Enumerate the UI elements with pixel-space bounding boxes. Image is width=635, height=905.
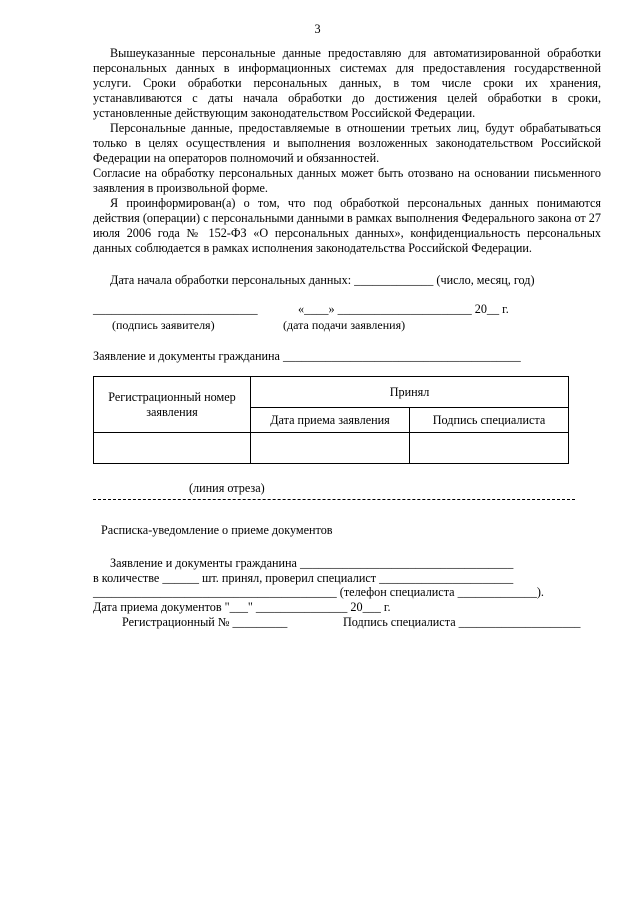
receipt-quantity-line: в количестве ______ шт. принял, проверил специалист ______________________ <box>93 571 514 585</box>
accepted-header: Принял <box>251 377 569 408</box>
receipt-date-line: Дата приема документов "___" _______________ 20___ г. <box>93 600 391 614</box>
signature-caption: (подпись заявителя) <box>112 318 215 332</box>
specialist-signature-cell[interactable] <box>410 433 569 464</box>
date-caption: (дата подачи заявления) <box>283 318 406 332</box>
receipt-registration-number: Регистрационный № _________ <box>122 615 288 629</box>
specialist-signature-header: Подпись специалиста <box>410 408 569 433</box>
receipt-applicant-line: Заявление и документы гражданина ___________________________________ <box>110 556 514 570</box>
paragraph-processing-terms: Вышеуказанные персональные данные предоставляю для автоматизированной обработки персональных данных в информационных системах для предоставления государственной услуги. Сроки обработки персональных данных, в том числе сроки их хранения, устанавливаются с даты начала обработки до достижения целей обработки в сроки, установленные действующим законодательством Российской Федерации. <box>93 46 601 120</box>
paragraph-consent-withdrawal: Согласие на обработку персональных данных может быть отозвано на основании письменного заявления в произвольной форме. <box>93 166 601 195</box>
registration-table <box>93 376 569 464</box>
start-date-line: Дата начала обработки персональных данных: _____________ (число, месяц, год) <box>110 273 535 287</box>
receipt-specialist-signature: Подпись специалиста ____________________ <box>343 615 581 629</box>
signature-line: ___________________________ <box>93 302 258 316</box>
receipt-title: Расписка-уведомление о приеме документов <box>101 523 333 537</box>
cut-line-label: (линия отреза) <box>189 481 265 495</box>
receipt-phone-line: ________________________________________ (телефон специалиста _____________). <box>93 585 544 599</box>
consent-text <box>93 46 601 256</box>
paragraph-third-parties: Персональные данные, предоставляемые в отношении третьих лиц, будут обрабатываться только в целях осуществления и выполнения возложенных законодательством Российской Федерации на операторов полномочий и обязанностей. <box>93 121 601 165</box>
cut-line <box>93 499 575 500</box>
registration-number-cell[interactable] <box>94 433 251 464</box>
submission-date-line: «____» ______________________ 20__ г. <box>298 302 509 316</box>
receipt-date-cell[interactable] <box>251 433 410 464</box>
receipt-date-header: Дата приема заявления <box>251 408 410 433</box>
paragraph-informed: Я проинформирован(а) о том, что под обработкой персональных данных понимаются действия (операции) с персональными данными в рамках выполнения Федерального закона от 27 июля 2006 года № 152-ФЗ «О персональных данных», конфиденциальность персональных данных соблюдается в рамках исполнения законодательства Российской Федерации. <box>93 196 601 255</box>
registration-number-header: Регистрационный номер заявления <box>94 377 251 433</box>
page-number: 3 <box>314 22 321 36</box>
applicant-documents-line: Заявление и документы гражданина _______________________________________ <box>93 349 521 363</box>
